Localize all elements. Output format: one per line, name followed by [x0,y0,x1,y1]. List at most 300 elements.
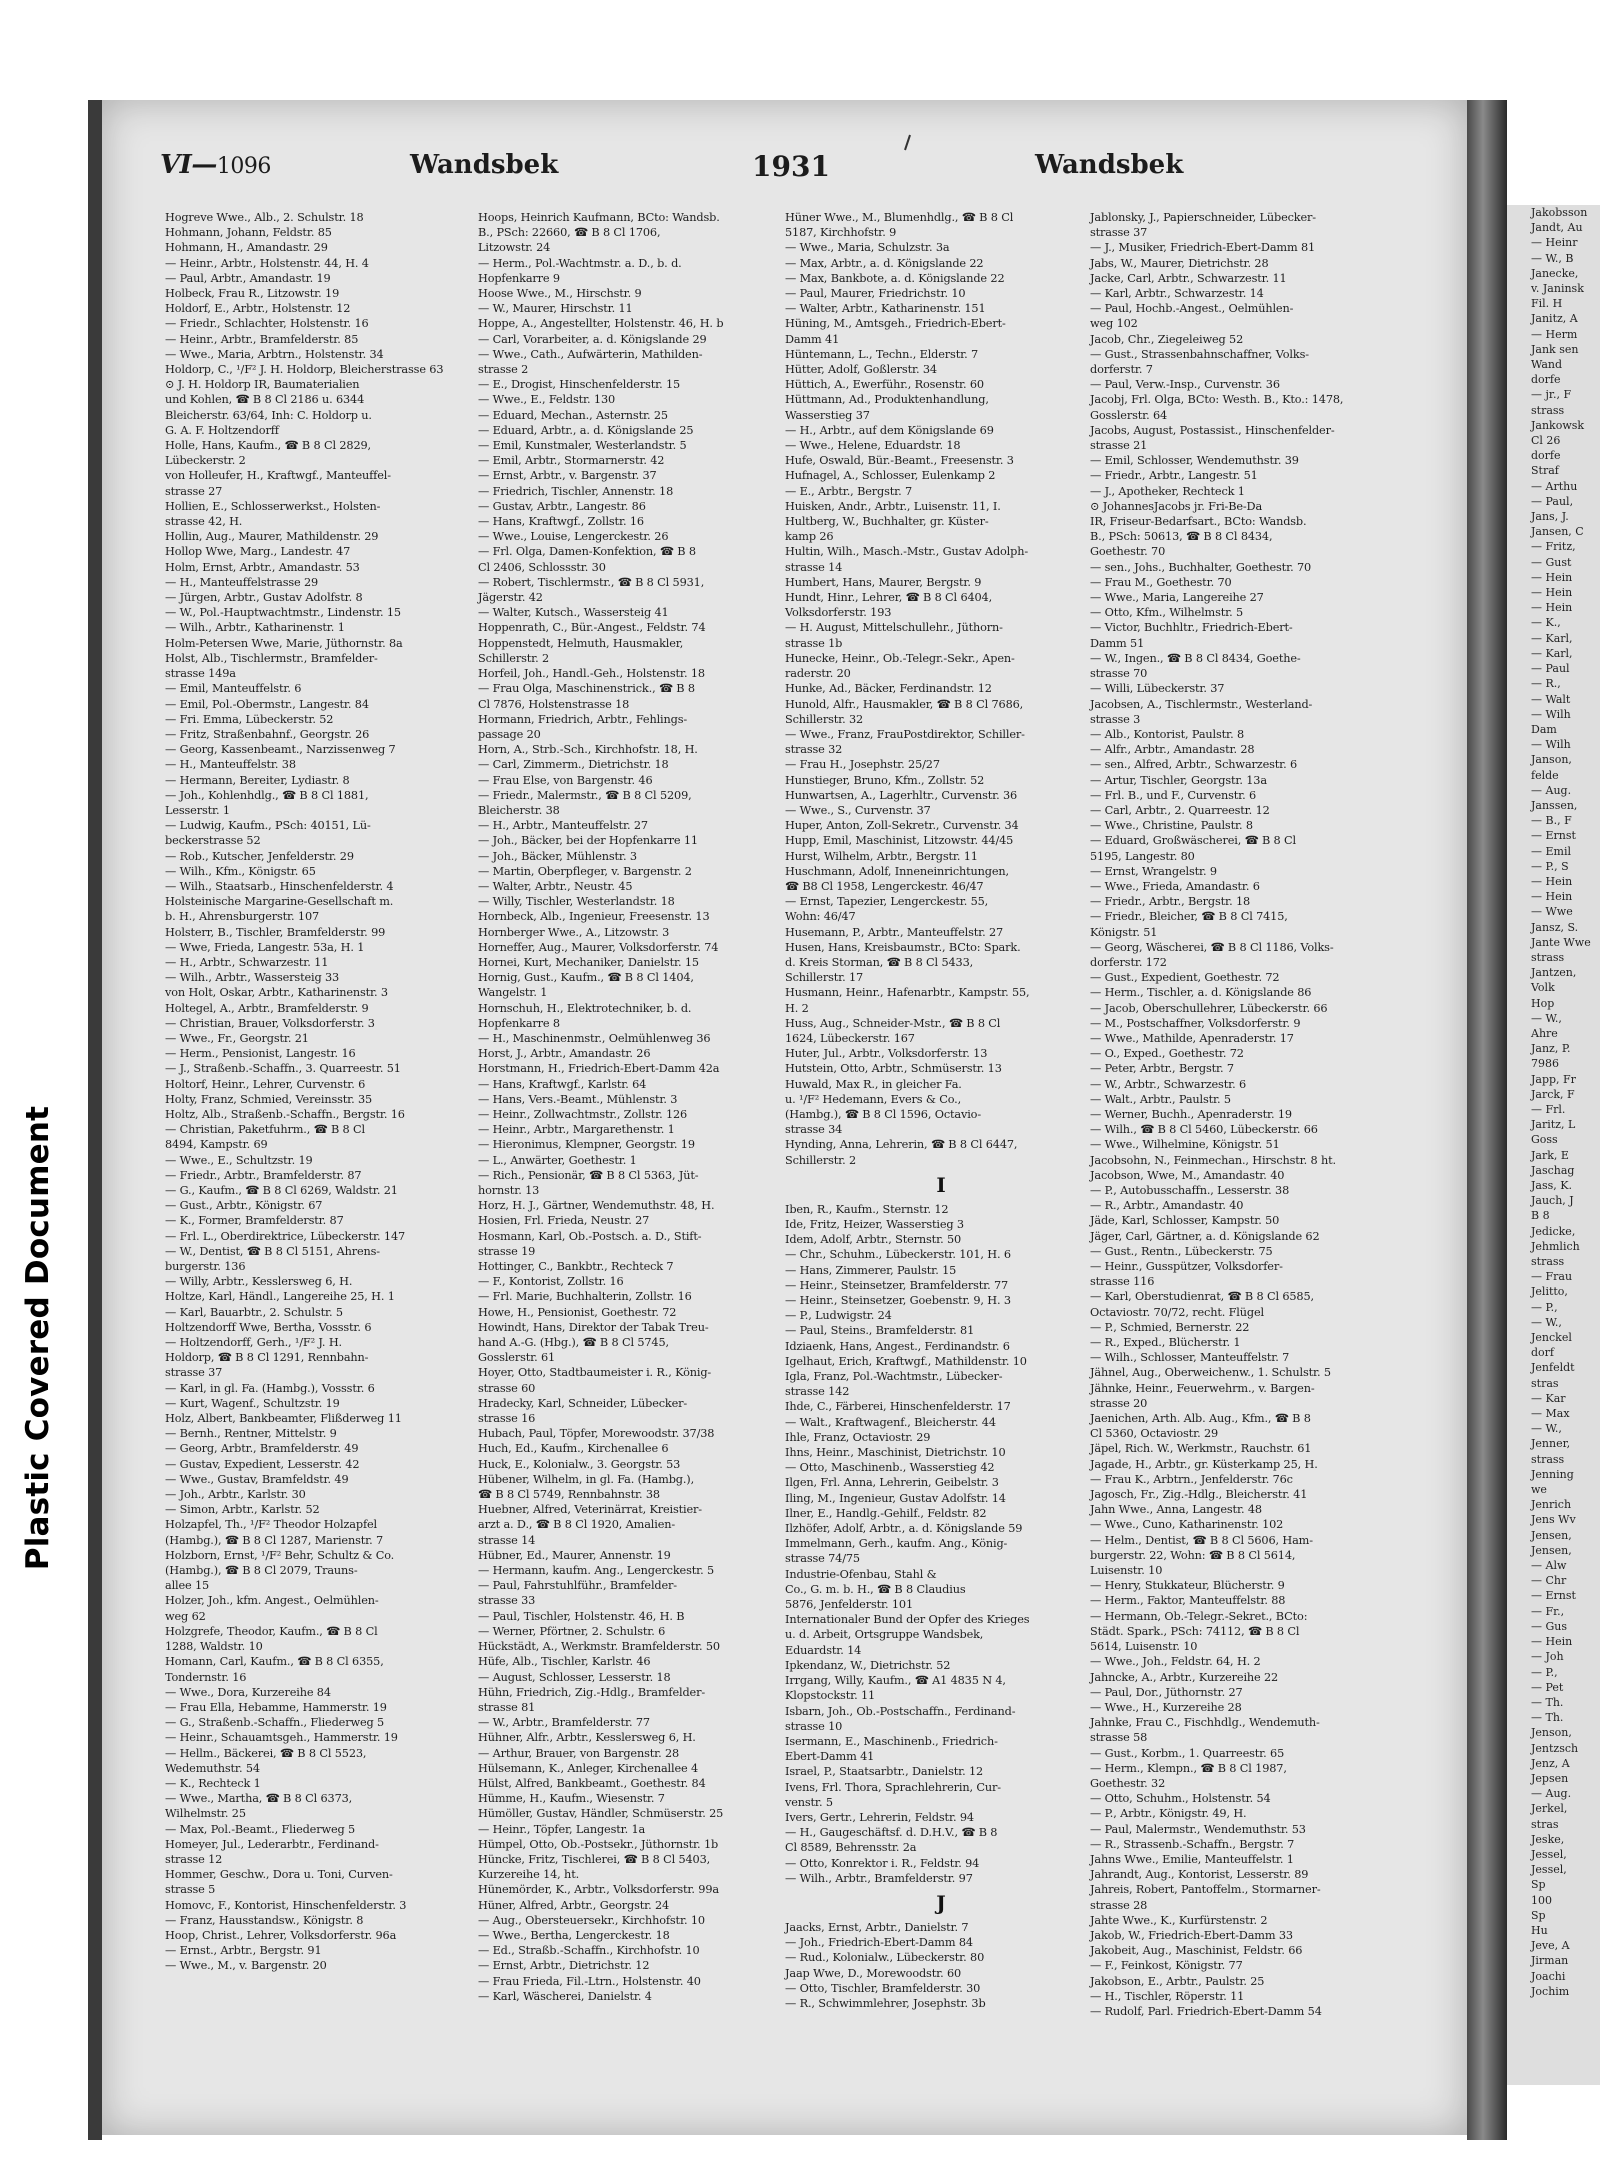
directory-entry: und Kohlen, ☎ B 8 Cl 2186 u. 6344 [165,393,365,407]
directory-entry: Jahnke, Frau C., Fischhdlg., Wendemuth- [1090,1716,1320,1730]
directory-entry: — Simon, Arbtr., Karlstr. 52 [165,1503,320,1517]
directory-entry: Hohmann, Johann, Feldstr. 85 [165,226,332,240]
directory-entry: strasse 3 [1090,712,1141,726]
directory-entry: Israel, P., Staatsarbtr., Danielstr. 12 [785,1765,984,1779]
directory-entry: strasse 27 [165,484,223,498]
directory-entry: strasse 70 [1090,667,1148,681]
directory-entry: allee 15 [165,1579,210,1593]
directory-entry: — Hans, Vers.-Beamt., Mühlenstr. 3 [478,1092,678,1106]
directory-entry: Hunke, Ad., Bäcker, Ferdinandstr. 12 [785,682,992,696]
directory-entry: Hollop Wwe, Marg., Landestr. 47 [165,545,351,559]
facing-page-line: — Gus [1531,1619,1568,1633]
directory-entry: B., PSch: 22660, ☎ B 8 Cl 1706, [478,226,661,240]
directory-entry: Hornberger Wwe., A., Litzowstr. 3 [478,925,670,939]
directory-entry: Cl 2406, Schlossstr. 30 [478,560,606,574]
facing-page-line: Jelitto, [1531,1285,1568,1299]
directory-entry: strasse 2 [478,363,529,377]
directory-entry: Hühn, Friedrich, Zig.-Hdlg., Bramfelder- [478,1685,705,1699]
directory-entry: strasse 14 [478,1533,536,1547]
directory-entry: — Heinr., Arbtr., Holstenstr. 44, H. 4 [165,256,369,270]
directory-entry: — R., Arbtr., Amandastr. 40 [1090,1199,1244,1213]
directory-entry: Damm 41 [785,332,840,346]
directory-entry: strasse 58 [1090,1731,1148,1745]
directory-entry: — O., Exped., Goethestr. 72 [1090,1047,1244,1061]
directory-entry: — Ernst, Arbtr., v. Bargenstr. 37 [478,469,657,483]
facing-page-line: — Aug. [1531,1787,1572,1801]
directory-entry: Humbert, Hans, Maurer, Bergstr. 9 [785,575,982,589]
directory-entry: strasse 142 [785,1385,850,1399]
facing-page-line: — Hein [1531,601,1573,615]
directory-entry: — Max, Bankbote, a. d. Königslande 22 [785,271,1005,285]
directory-entry: Ipkendanz, W., Dietrichstr. 52 [785,1658,951,1672]
facing-page-line: — Alw [1531,1559,1567,1573]
directory-entry: — W., Arbtr., Schwarzestr. 6 [1090,1077,1247,1091]
directory-entry: — R., Exped., Blücherstr. 1 [1090,1336,1241,1350]
side-label: Plastic Covered Document [20,1105,56,1571]
directory-entry: venstr. 5 [785,1795,833,1809]
directory-entry: — Peter, Arbtr., Bergstr. 7 [1090,1062,1234,1076]
directory-entry: — Arthur, Brauer, von Bargenstr. 28 [478,1746,680,1760]
directory-entry: Holtz, Alb., Straßenb.-Schaffn., Bergstr. 16 [165,1107,405,1121]
facing-page-line: strass [1531,403,1565,417]
directory-entry: — Hans, Zimmerer, Paulstr. 15 [785,1263,957,1277]
facing-page-line: Jeske, [1531,1832,1565,1846]
directory-entry: Bleicherstr. 38 [478,803,560,817]
directory-entry: Holdorp, C., ¹/F² J. H. Holdorp, Bleicherstrasse 63 [165,363,444,377]
directory-entry: — Kurt, Wagenf., Schultzstr. 19 [165,1396,340,1410]
directory-entry: Hradecky, Karl, Schneider, Lübecker- [478,1396,688,1410]
directory-entry: — P., Ludwigstr. 24 [785,1309,892,1323]
facing-page-fragment [1507,205,1600,2085]
directory-entry: weg 62 [165,1609,206,1623]
directory-entry: Jabs, W., Maurer, Dietrichstr. 28 [1090,256,1269,270]
directory-entry: 8494, Kampstr. 69 [165,1138,268,1152]
directory-entry: Hütter, Adolf, Goßlerstr. 34 [785,363,937,377]
facing-page-line: — K., [1531,616,1561,630]
directory-entry: Iben, R., Kaufm., Sternstr. 12 [785,1202,949,1216]
directory-entry: — Emil, Schlosser, Wendemuthstr. 39 [1090,454,1299,468]
directory-entry: B., PSch: 50613, ☎ B 8 Cl 8434, [1090,530,1273,544]
directory-entry: Cl 7876, Holstenstrasse 18 [478,697,630,711]
directory-entry: Hüner, Alfred, Arbtr., Georgstr. 24 [478,1898,670,1912]
directory-entry: — Frl. B., und F., Curvenstr. 6 [1090,788,1257,802]
directory-entry: — Emil, Kunstmaler, Westerlandstr. 5 [478,439,687,453]
directory-entry: — Alb., Kontorist, Paulstr. 8 [1090,727,1244,741]
directory-entry: Ide, Fritz, Heizer, Wasserstieg 3 [785,1218,964,1231]
directory-entry: Hogreve Wwe., Alb., 2. Schulstr. 18 [165,211,364,224]
facing-page-line: — P., [1531,1300,1558,1314]
directory-entry: Huch, Ed., Kaufm., Kirchenallee 6 [478,1442,669,1456]
facing-page-line: — Pet [1531,1680,1564,1694]
directory-entry: — R., Strassenb.-Schaffn., Bergstr. 7 [1090,1837,1295,1851]
directory-entry: — Wwe., E., Schultzstr. 19 [165,1153,313,1167]
directory-entry: Jaap Wwe, D., Morewoodstr. 60 [785,1966,962,1980]
directory-entry: — Artur, Tischler, Georgstr. 13a [1090,773,1267,787]
directory-entry: — H., Manteuffelstr. 38 [165,758,296,772]
section-letter: J [936,1890,946,1915]
facing-page-line: — Wilh [1531,738,1571,752]
facing-page-line: — Aug. [1531,783,1572,797]
directory-entry: Schillerstr. 2 [785,1153,857,1167]
directory-entry: — Wwe., Cuno, Katharinenstr. 102 [1090,1518,1284,1532]
facing-page-line: — Karl, [1531,646,1573,660]
facing-page-line: Jirman [1531,1954,1569,1968]
directory-entry: Holsterr, B., Tischler, Bramfelderstr. 99 [165,925,386,939]
directory-column-4 [1090,210,1402,2018]
directory-entry: — Gustav, Expedient, Lesserstr. 42 [165,1457,360,1471]
facing-page-line: strass [1531,1452,1565,1466]
directory-entry: Hüntemann, L., Techn., Elderstr. 7 [785,347,979,361]
directory-entry: ⊙ J. H. Holdorp IR, Baumaterialien [165,378,360,392]
directory-entry: raderstr. 20 [785,667,851,681]
directory-entry: — H., Manteuffelstrasse 29 [165,575,319,589]
directory-entry: — H., Gaugeschäftsf. d. D.H.V., ☎ B 8 [785,1826,998,1840]
page-prefix: VI— [160,150,217,180]
directory-entry: — Hans, Kraftwgf., Karlstr. 64 [478,1077,647,1091]
directory-entry: — Heinr., Schauamtsgeh., Hammerstr. 19 [165,1731,398,1745]
directory-entry: Jahns Wwe., Emilie, Manteuffelstr. 1 [1090,1852,1294,1866]
directory-entry: Jäpel, Rich. W., Werkmstr., Rauchstr. 61 [1090,1442,1312,1456]
directory-entry: — Wwe., Louise, Lengerckestr. 26 [478,530,669,544]
directory-entry: Cl 5360, Octaviostr. 29 [1090,1427,1219,1441]
directory-entry: — J., Straßenb.-Schaffn., 3. Quarreestr. 51 [165,1062,401,1076]
directory-entry: Schillerstr. 2 [478,651,550,665]
directory-entry: — H., Tischler, Röperstr. 11 [1090,1989,1245,2003]
directory-entry: Hümpel, Otto, Ob.-Postsekr., Jüthornstr. 1b [478,1837,719,1851]
town-left: Wandsbek [410,150,559,180]
facing-page-line: Straf [1531,464,1559,478]
directory-entry: Husemann, P., Arbtr., Manteuffelstr. 27 [785,925,1004,939]
facing-page-line: Jansen, C [1531,525,1584,539]
facing-page-line: Jensen, [1531,1528,1572,1542]
directory-entry: Holdorf, E., Arbtr., Holstenstr. 12 [165,302,351,316]
directory-entry: Jahn Wwe., Anna, Langestr. 48 [1090,1503,1262,1517]
facing-page-line: — Gust [1531,555,1572,569]
directory-entry: — Wilh., Arbtr., Bramfelderstr. 97 [785,1871,973,1885]
directory-entry: — Friedr., Malermstr., ☎ B 8 Cl 5209, [478,788,692,802]
directory-entry: ☎ B8 Cl 1958, Lengerckestr. 46/47 [785,879,984,893]
directory-entry: Hoop, Christ., Lehrer, Volksdorferstr. 96a [165,1928,397,1942]
directory-entry: Jagade, H., Arbtr., gr. Küsterkamp 25, H. [1090,1457,1318,1471]
directory-entry: — Wwe., Maria, Arbtrn., Holstenstr. 34 [165,347,384,361]
directory-entry: Damm 51 [1090,636,1145,650]
directory-entry: strasse 37 [1090,226,1148,240]
directory-entry: — Heinr., Töpfer, Langestr. 1a [478,1822,646,1836]
directory-entry: 5187, Kirchhofstr. 9 [785,226,897,240]
directory-entry: — Paul, Malermstr., Wendemuthstr. 53 [1090,1822,1306,1836]
directory-entry: — Herm., Pol.-Wachtmstr. a. D., b. d. [478,256,682,270]
facing-page-line: — Heinr [1531,236,1578,250]
facing-page-line: dorf [1531,1346,1554,1360]
directory-entry: — Frau K., Arbtrn., Jenfelderstr. 76c [1090,1472,1293,1486]
directory-entry: Igla, Franz, Pol.-Wachtmstr., Lübecker- [785,1370,1003,1384]
directory-column-1 [165,210,477,2010]
directory-entry: — Max, Arbtr., a. d. Königslande 22 [785,256,984,270]
directory-entry: — H., Arbtr., auf dem Königslande 69 [785,423,994,437]
directory-entry: strasse 32 [785,743,843,757]
facing-page-line: — Frl. [1531,1102,1566,1116]
directory-column-2 [478,210,790,2010]
facing-page-line: Janson, [1531,753,1572,767]
directory-entry: — G., Kaufm., ☎ B 8 Cl 6269, Waldstr. 21 [165,1184,398,1197]
facing-page-line: — jr., F [1531,388,1572,402]
directory-entry: Jahncke, A., Arbtr., Kurzereihe 22 [1090,1670,1279,1684]
directory-entry: — J., Musiker, Friedrich-Ebert-Damm 81 [1090,241,1316,255]
directory-entry: strasse 19 [478,1244,536,1258]
directory-entry: — Wwe., M., v. Bargenstr. 20 [165,1959,327,1973]
directory-entry: Ihle, Franz, Octaviostr. 29 [785,1430,931,1444]
directory-entry: strasse 12 [165,1852,223,1866]
directory-entry: Hoppenrath, C., Bür.-Angest., Feldstr. 74 [478,621,706,635]
directory-entry: — Fritz, Straßenbahnf., Georgstr. 26 [165,727,370,741]
directory-entry: Holsteinische Margarine-Gesellschaft m. [165,895,394,909]
facing-page-line: — Max [1531,1407,1570,1421]
directory-entry: — Georg, Kassenbeamt., Narzissenweg 7 [165,743,396,757]
facing-page-line: Jenz, A [1531,1756,1570,1770]
directory-entry: Hutstein, Otto, Arbtr., Schmüserstr. 13 [785,1062,1002,1076]
directory-entry: — Gust., Expedient, Goethestr. 72 [1090,971,1280,985]
facing-page-line: stras [1531,1817,1559,1831]
town-right: Wandsbek [1035,150,1184,180]
facing-page-line: Jentzsch [1531,1741,1579,1755]
directory-entry: — Wilh., Arbtr., Katharinenstr. 1 [165,621,345,635]
binding-gutter [1467,100,1507,2140]
facing-page-line: — Arthu [1531,479,1578,493]
directory-entry: Igelhaut, Erich, Kraftwgf., Mathildenstr. 10 [785,1354,1027,1368]
directory-entry: H. 2 [785,1001,809,1015]
directory-entry: — Friedr., Schlachter, Holstenstr. 16 [165,317,369,331]
directory-entry: Hübener, Wilhelm, in gl. Fa. (Hambg.), [478,1472,695,1486]
facing-page-line: Jochim [1531,1984,1570,1998]
directory-entry: — Emil, Arbtr., Stormarnerstr. 42 [478,454,665,468]
directory-entry: — G., Straßenb.-Schaffn., Fliederweg 5 [165,1716,385,1730]
directory-entry: — H., Maschinenmstr., Oelmühlenweg 36 [478,1031,711,1045]
directory-entry: Hubach, Paul, Töpfer, Morewoodstr. 37/38 [478,1427,715,1441]
directory-entry: Städt. Spark., PSch: 74112, ☎ B 8 Cl [1090,1624,1300,1638]
directory-entry: Jäde, Karl, Schlosser, Kampstr. 50 [1090,1214,1280,1228]
directory-entry: Hufnagel, A., Schlosser, Eulenkamp 2 [785,469,996,483]
directory-entry: — Herm., Tischler, a. d. Königslande 86 [1090,986,1312,1000]
facing-page-line: Goss [1531,1133,1558,1147]
directory-entry: — W., Pol.-Hauptwachtmstr., Lindenstr. 15 [165,606,401,620]
directory-entry: Hosien, Frl. Frieda, Neustr. 27 [478,1214,650,1228]
directory-entry: Jägerstr. 42 [478,591,543,605]
directory-entry: Idem, Adolf, Arbtr., Sternstr. 50 [785,1233,962,1247]
directory-entry: — Wwe., Gustav, Bramfeldstr. 49 [165,1472,349,1486]
directory-entry: Klopstockstr. 11 [785,1689,876,1703]
directory-entry: — Willi, Lübeckerstr. 37 [1090,682,1225,696]
directory-entry: — Herm., Pensionist, Langestr. 16 [165,1047,356,1061]
directory-entry: — P., Schmied, Bernerstr. 22 [1090,1320,1250,1334]
directory-entry: — Christian, Brauer, Volksdorferstr. 3 [165,1016,375,1030]
directory-entry: strasse 74/75 [785,1552,860,1566]
directory-entry: Hundt, Hinr., Lehrer, ☎ B 8 Cl 6404, [785,591,993,605]
page-edge-shadow [88,100,102,2140]
directory-entry: — Gust., Korbm., 1. Quarreestr. 65 [1090,1746,1285,1760]
directory-entry: Eduardstr. 14 [785,1643,862,1657]
directory-entry: Holbeck, Frau R., Litzowstr. 19 [165,287,340,301]
facing-page-line: — Frau [1531,1270,1573,1284]
directory-entry: — Paul, Dor., Jüthornstr. 27 [1090,1685,1243,1699]
facing-page-line: — Fr., [1531,1604,1565,1618]
directory-entry: — F., Kontorist, Zollstr. 16 [478,1275,624,1289]
directory-entry: Jagosch, Fr., Zig.-Hdlg., Bleicherstr. 41 [1090,1488,1308,1502]
directory-entry: strasse 21 [1090,439,1148,453]
directory-entry: Jacobsen, A., Tischlermstr., Westerland- [1090,697,1313,711]
directory-entry: — R., Schwimmlehrer, Josephstr. 3b [785,1996,986,2010]
directory-entry: strasse 28 [1090,1898,1148,1912]
directory-entry: Luisenstr. 10 [1090,1564,1163,1578]
directory-entry: G. A. F. Holtzendorff [165,423,279,437]
directory-entry: — sen., Alfred, Arbtr., Schwarzestr. 6 [1090,758,1298,772]
facing-page-line: — Kar [1531,1391,1566,1405]
directory-entry: IR, Friseur-Bedarfsart., BCto: Wandsb. [1090,515,1307,529]
directory-entry: Jähnke, Heinr., Feuerwehrm., v. Bargen- [1090,1381,1315,1395]
facing-page-line: — Wwe [1531,905,1573,919]
directory-entry: — Otto, Kfm., Wilhelmstr. 5 [1090,606,1244,620]
facing-page-line: Jenckel [1531,1331,1572,1345]
directory-entry: — Helm., Dentist, ☎ B 8 Cl 5606, Ham- [1090,1533,1313,1547]
directory-entry: Jablonsky, J., Papierschneider, Lübecker- [1090,211,1316,224]
directory-entry: — W., Dentist, ☎ B 8 Cl 5151, Ahrens- [165,1244,380,1258]
facing-page-line: Jass, K. [1531,1179,1572,1192]
directory-entry: — Karl, Bauarbtr., 2. Schulstr. 5 [165,1305,343,1319]
directory-entry: Wasserstieg 37 [785,408,870,422]
directory-entry: — Bernh., Rentner, Mittelstr. 9 [165,1427,337,1441]
facing-page-line: Fil. H [1531,297,1563,311]
directory-entry: Hopfenkarre 9 [478,271,560,285]
directory-entry: — Walt., Kraftwagenf., Bleicherstr. 44 [785,1415,996,1429]
directory-entry: — Chr., Schuhm., Lübeckerstr. 101, H. 6 [785,1248,1011,1262]
facing-page-line: — P., [1531,1665,1558,1679]
facing-page-line: dorfe [1531,373,1561,387]
directory-entry: Lesserstr. 1 [165,803,230,817]
directory-entry: — Friedrich, Tischler, Annenstr. 18 [478,484,674,498]
directory-entry: Holle, Hans, Kaufm., ☎ B 8 Cl 2829, [165,439,371,453]
directory-entry: Hückstädt, A., Werkmstr. Bramfelderstr. 50 [478,1640,720,1654]
directory-entry: — E., Arbtr., Bergstr. 7 [785,484,913,498]
directory-entry: Hollien, E., Schlosserwerkst., Holsten- [165,499,381,513]
directory-entry: u. ¹/F² Hedemann, Evers & Co., [785,1092,962,1106]
directory-entry: — Herm., Faktor, Manteuffelstr. 88 [1090,1594,1286,1608]
directory-entry: — Joh., Kohlenhdlg., ☎ B 8 Cl 1881, [165,788,369,802]
directory-entry: passage 20 [478,727,541,741]
directory-entry: Hornschuh, H., Elektrotechniker, b. d. [478,1001,692,1015]
directory-entry: Huper, Anton, Zoll-Sekretr., Curvenstr. 34 [785,819,1019,833]
directory-entry: — Gust., Strassenbahnschaffner, Volks- [1090,347,1309,361]
directory-entry: Horfeil, Joh., Handl.-Geh., Holstenstr. 18 [478,667,705,681]
directory-entry: Hopfenkarre 8 [478,1016,560,1030]
directory-entry: Cl 8589, Behrensstr. 2a [785,1841,917,1855]
facing-page-line: Janecke, [1531,266,1579,280]
directory-entry: — Wwe., S., Curvenstr. 37 [785,803,931,817]
directory-entry: — Paul, Hochb.-Angest., Oelmühlen- [1090,302,1294,316]
directory-entry: — Werner, Pförtner, 2. Schulstr. 6 [478,1624,666,1638]
directory-entry: — Georg, Wäscherei, ☎ B 8 Cl 1186, Volks- [1090,940,1334,954]
directory-entry: Holm, Ernst, Arbtr., Amandastr. 53 [165,560,360,574]
directory-entry: kamp 26 [785,530,834,544]
directory-entry: strasse 20 [1090,1396,1148,1410]
directory-entry: strasse 14 [785,560,843,574]
directory-entry: — Heinr., Steinsetzer, Bramfelderstr. 77 [785,1278,1009,1292]
directory-entry: ☎ B 8 Cl 5749, Rennbahnstr. 38 [478,1488,660,1502]
directory-entry: Hühner, Alfr., Arbtr., Kesslersweg 6, H. [478,1731,696,1745]
directory-entry: — Wwe., Martha, ☎ B 8 Cl 6373, [165,1792,353,1806]
directory-entry: strasse 149a [165,667,236,681]
directory-entry: Hupp, Emil, Maschinist, Litzowstr. 44/45 [785,834,1014,848]
facing-page-line: — Emil [1531,844,1571,858]
directory-entry: Hultin, Wilh., Masch.-Mstr., Gustav Adolph- [785,545,1029,559]
directory-entry: Holzer, Joh., kfm. Angest., Oelmühlen- [165,1594,379,1608]
directory-entry: — Wwe., Cath., Aufwärterin, Mathilden- [478,347,703,361]
directory-entry: Hunstieger, Bruno, Kfm., Zollstr. 52 [785,773,985,787]
directory-entry: Iling, M., Ingenieur, Gustav Adolfstr. 14 [785,1491,1006,1505]
facing-page-line: Sp [1531,1878,1546,1892]
directory-entry: Homann, Carl, Kaufm., ☎ B 8 Cl 6355, [165,1655,384,1669]
directory-entry: Jacobson, Wwe, M., Amandastr. 40 [1090,1168,1285,1182]
directory-entry: — Friedr., Arbtr., Bramfelderstr. 87 [165,1168,362,1182]
directory-entry: — Heinr., Zollwachtmstr., Zollstr. 126 [478,1107,688,1121]
facing-page-line: v. Janinsk [1531,282,1584,296]
facing-page-line: strass [1531,950,1565,964]
section-letter: I [936,1172,946,1197]
directory-entry: Huter, Jul., Arbtr., Volksdorferstr. 13 [785,1047,988,1061]
directory-entry: Jacobsohn, N., Feinmechan., Hirschstr. 8 ht. [1090,1153,1336,1167]
directory-entry: Isbarn, Joh., Ob.-Postschaffn., Ferdinand- [785,1704,1016,1718]
facing-page-line: — Paul [1531,662,1570,676]
directory-entry: Holtegel, A., Arbtr., Bramfelderstr. 9 [165,1001,369,1015]
directory-entry: — Willy, Tischler, Westerlandstr. 18 [478,895,675,909]
directory-entry: — P., Arbtr., Königstr. 49, H. [1090,1807,1247,1821]
facing-page-line: Jans, J. [1531,510,1569,524]
directory-entry: Hormann, Friedrich, Arbtr., Fehlings- [478,712,688,726]
directory-entry: — Hermann, Ob.-Telegr.-Sekret., BCto: [1090,1609,1308,1623]
facing-page-line: Jauch, J [1531,1194,1574,1208]
facing-page-line: Dam [1531,722,1557,736]
directory-entry: Octaviostr. 70/72, recht. Flügel [1090,1305,1264,1319]
directory-entry: — Fri. Emma, Lübeckerstr. 52 [165,712,334,726]
facing-page-line: Jenning [1531,1467,1574,1481]
directory-entry: — Rich., Pensionär, ☎ B 8 Cl 5363, Jüt- [478,1168,699,1182]
directory-entry: Internationaler Bund der Opfer des Krieges [785,1613,1030,1627]
directory-entry: — H. August, Mittelschullehr., Jüthorn- [785,621,1003,635]
facing-page-line: felde [1531,768,1559,782]
directory-entry: 1288, Waldstr. 10 [165,1640,263,1654]
directory-entry: — Hermann, Bereiter, Lydiastr. 8 [165,773,350,787]
directory-entry: Horstmann, H., Friedrich-Ebert-Damm 42a [478,1062,720,1076]
directory-entry: — Walter, Arbtr., Katharinenstr. 151 [785,302,986,316]
facing-page-line: — W., [1531,1422,1562,1436]
directory-entry: Irrgang, Willy, Kaufm., ☎ A1 4835 N 4, [785,1674,1006,1688]
facing-page-line: Jensen, [1531,1543,1572,1557]
directory-entry: — K., Rechteck 1 [165,1776,261,1790]
facing-page-line: — Joh [1531,1650,1564,1664]
directory-entry: strasse 5 [165,1883,216,1897]
directory-entry: — Walter, Kutsch., Wassersteig 41 [478,606,669,620]
directory-entry: — Max, Pol.-Beamt., Fliederweg 5 [165,1822,356,1836]
directory-entry: — Ludwig, Kaufm., PSch: 40151, Lü- [165,819,371,833]
directory-entry: Hoops, Heinrich Kaufmann, BCto: Wandsb. [478,211,720,224]
directory-entry: — Wilh., Staatsarb., Hinschenfelderstr. 4 [165,879,394,893]
directory-entry: Jakobson, E., Arbtr., Paulstr. 25 [1090,1974,1265,1988]
facing-page-line: — Ernst [1531,829,1576,843]
directory-entry: Ihns, Heinr., Maschinist, Dietrichstr. 10 [785,1446,1006,1460]
directory-entry: — Jacob, Oberschullehrer, Lübeckerstr. 66 [1090,1001,1328,1015]
facing-page-line: Jehmlich [1531,1239,1580,1253]
directory-entry: — Paul, Tischler, Holstenstr. 46, H. B [478,1609,685,1623]
directory-entry: Hülsemann, K., Anleger, Kirchenallee 4 [478,1761,699,1775]
facing-page-line: — Hein [1531,586,1573,600]
